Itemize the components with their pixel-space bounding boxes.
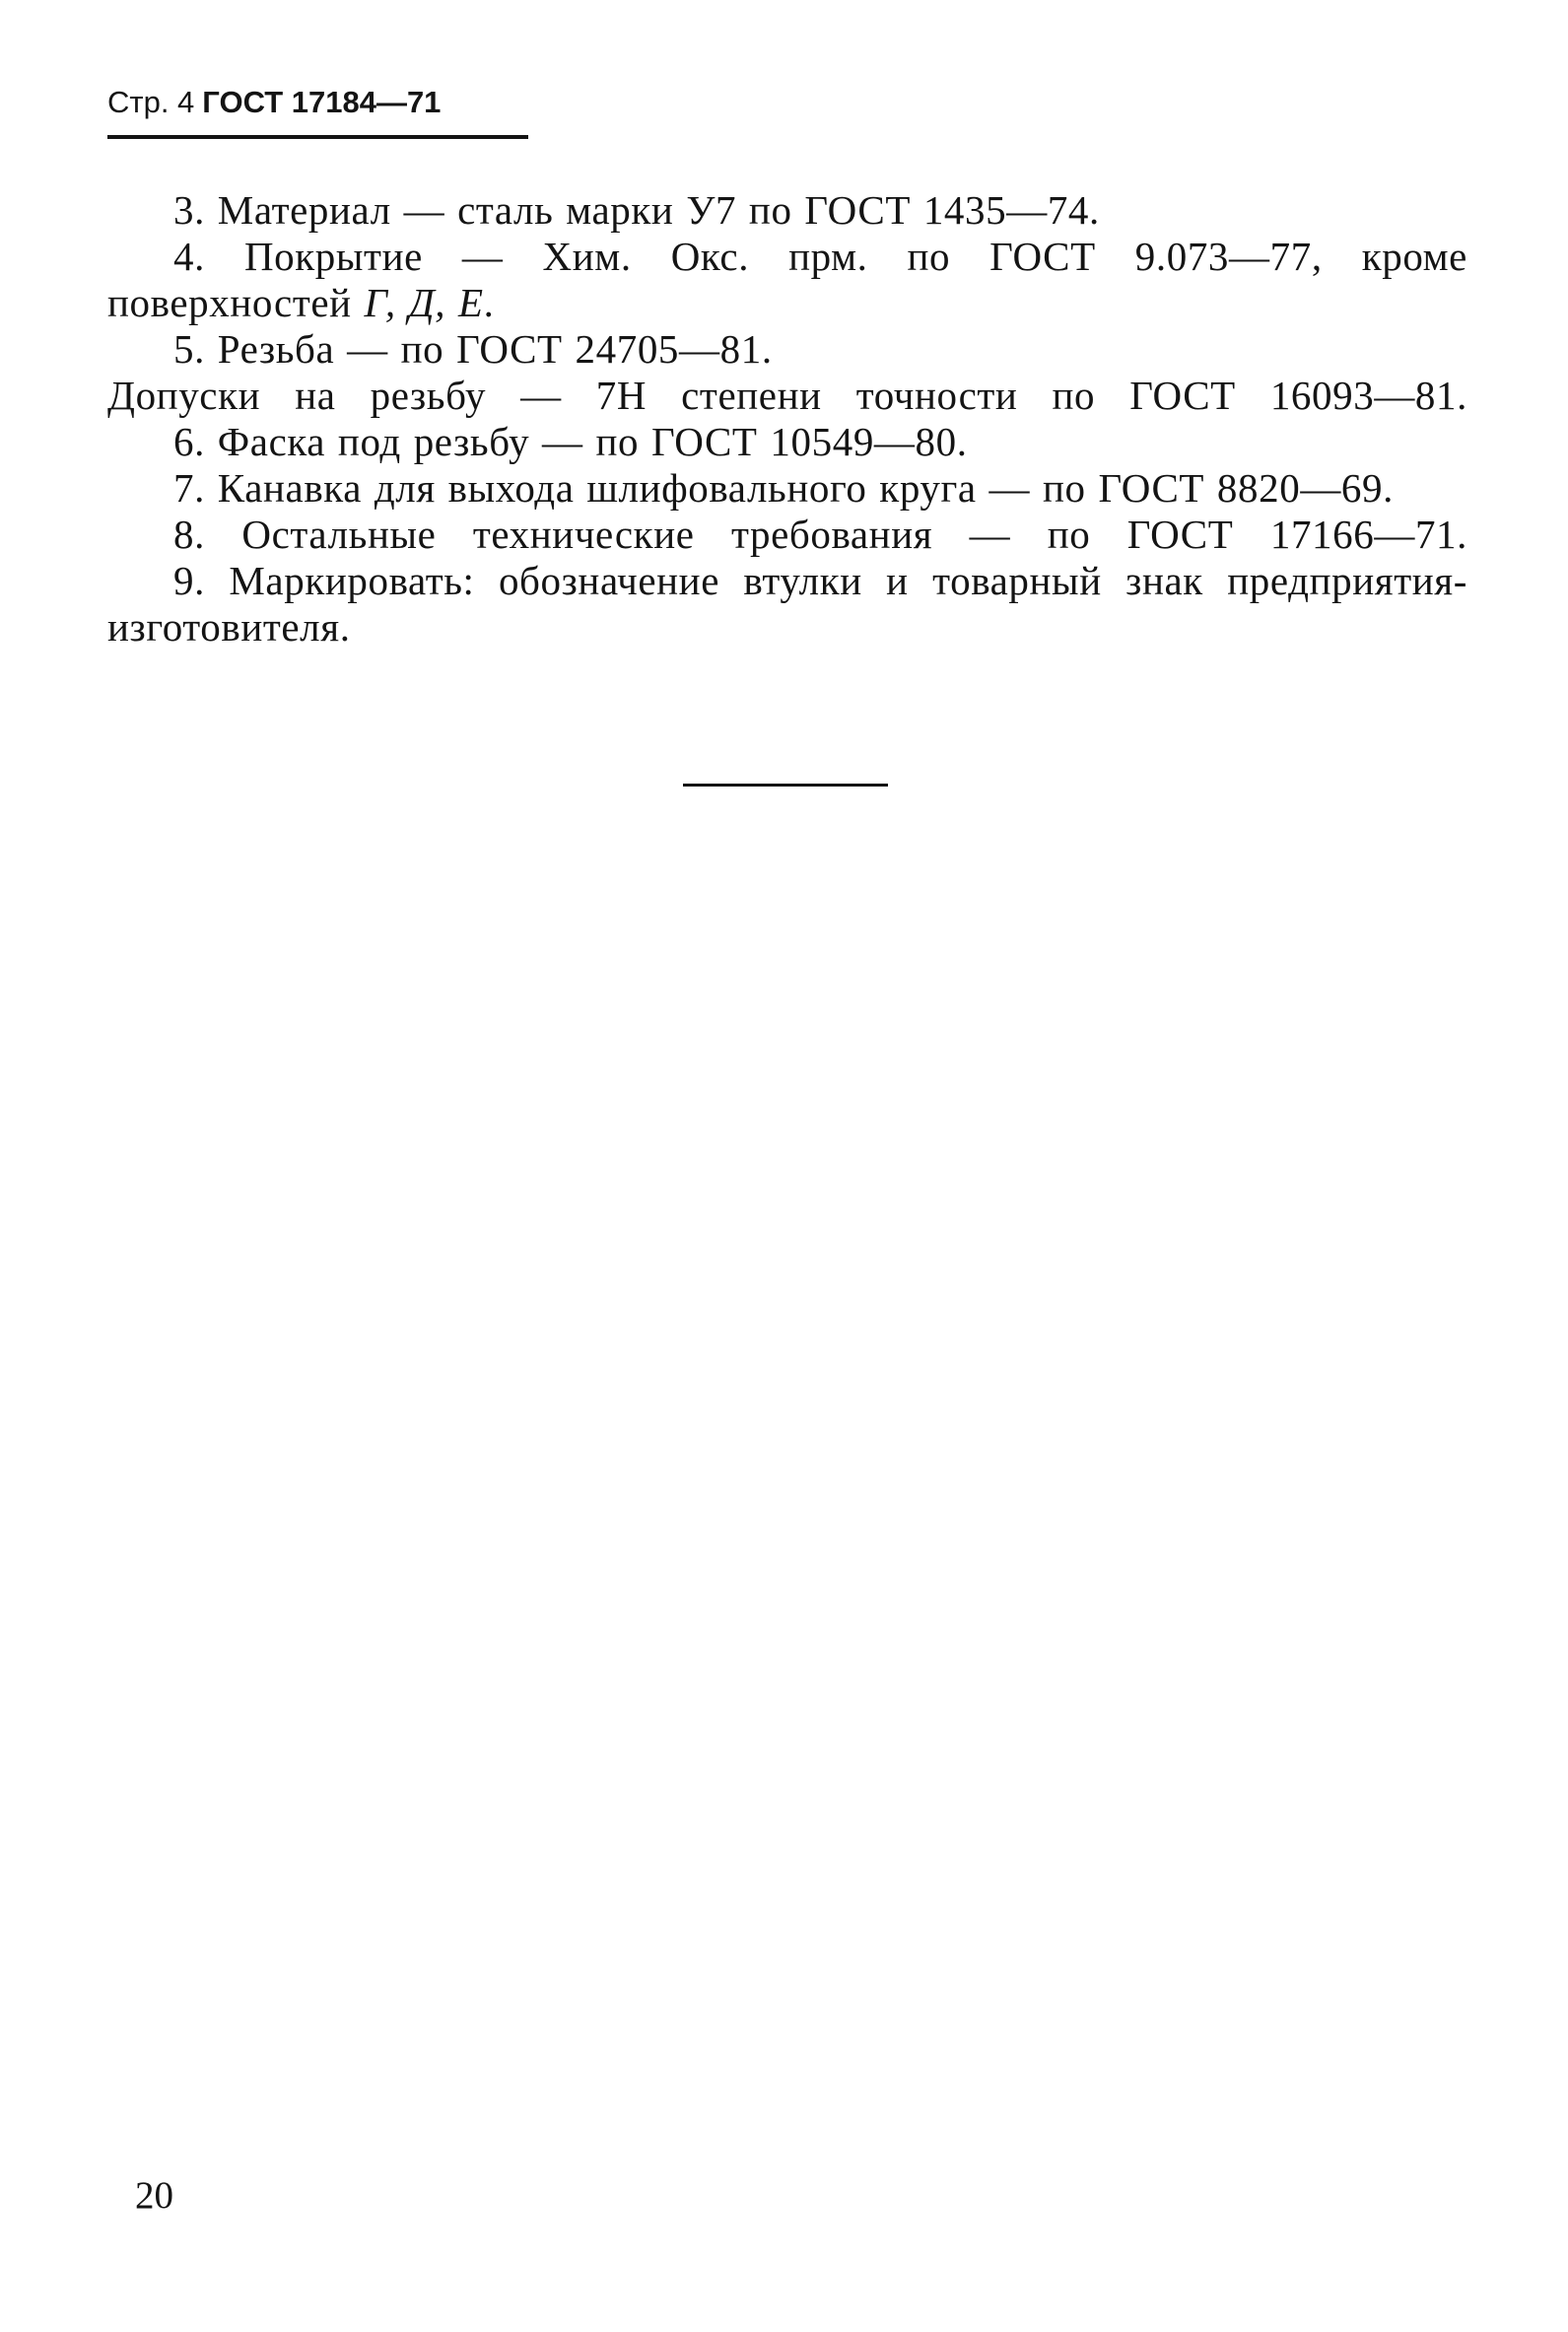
item-groove: 7. Канавка для выхода шлифовального круга — по ГОСТ 8820—69. (173, 465, 1394, 511)
item-material: 3. Материал — сталь марки У7 по ГОСТ 1435—74. (173, 187, 1100, 233)
header-rule (107, 135, 528, 139)
page-label: Стр. 4 (107, 85, 195, 119)
item-marking: 9. Маркировать: обозначение втулки и товарный знак предприятия-изготовителя. (107, 558, 1467, 650)
document-body (107, 187, 1467, 651)
item-thread-tolerance: Допуски на резьбу — 7Н степени точности по ГОСТ 16093—81. (107, 373, 1467, 418)
item-coating-surfaces: Г, Д, Е (364, 280, 484, 325)
page-header (107, 85, 441, 120)
item-thread: 5. Резьба — по ГОСТ 24705—81. (173, 326, 773, 372)
item-coating (107, 234, 1467, 326)
end-rule (683, 784, 888, 787)
standard-code: ГОСТ 17184—71 (202, 85, 442, 119)
item-coating-end: . (483, 280, 495, 325)
page-number: 20 (135, 2174, 173, 2217)
item-other-requirements: 8. Остальные технические требования — по ГОСТ 17166—71. (173, 512, 1467, 557)
item-coating-text: 4. Покрытие — Хим. Окс. прм. по ГОСТ 9.073—77, кроме поверхностей (107, 234, 1467, 325)
item-chamfer: 6. Фаска под резьбу — по ГОСТ 10549—80. (173, 419, 968, 464)
